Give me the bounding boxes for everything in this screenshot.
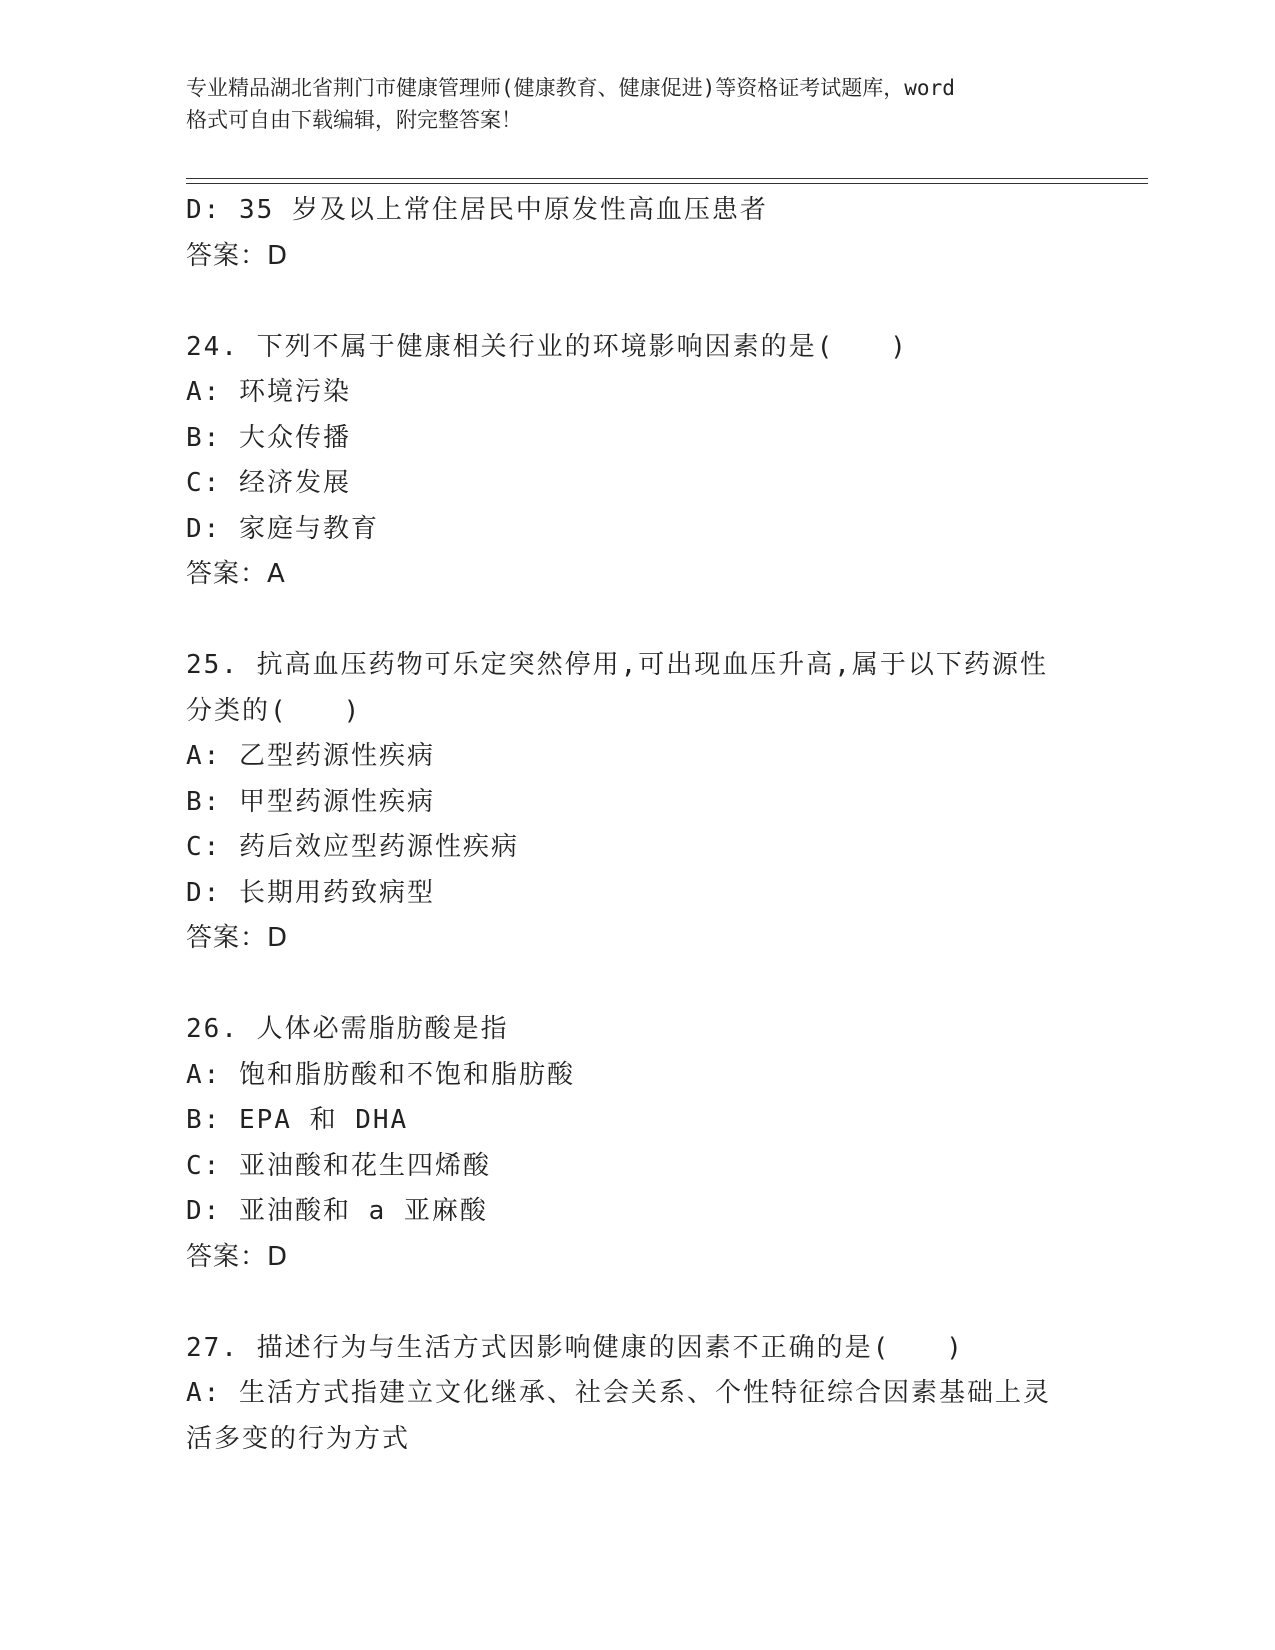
option-a-line-1: A: 生活方式指建立文化继承、社会关系、个性特征综合因素基础上灵 [186, 1378, 1051, 1408]
option-a: A: 饱和脂肪酸和不饱和脂肪酸 [186, 1059, 575, 1090]
question-25 [186, 643, 1086, 962]
question-24 [186, 325, 1086, 598]
option-d: D: 亚油酸和 a 亚麻酸 [186, 1196, 488, 1226]
question-content [186, 188, 1086, 1462]
header-line-2: 格式可自由下载编辑，附完整答案！ [186, 108, 522, 132]
question-27 [186, 1326, 1086, 1463]
question-stem-line-1: 25. 抗高血压药物可乐定突然停用,可出现血压升高,属于以下药源性 [186, 650, 1048, 680]
spacer [186, 1280, 1086, 1326]
spacer [186, 962, 1086, 1008]
question-stem: 24. 下列不属于健康相关行业的环境影响因素的是( ) [186, 331, 908, 362]
option-d: D: 35 岁及以上常住居民中原发性高血压患者 [186, 195, 768, 225]
option-a: A: 乙型药源性疾病 [186, 741, 435, 771]
option-b: B: EPA 和 DHA [186, 1105, 409, 1135]
option-a: A: 环境污染 [186, 377, 351, 407]
option-b: B: 大众传播 [186, 422, 351, 453]
header-rule-bottom [186, 183, 1148, 184]
question-stem-line-2: 分类的( ) [186, 695, 362, 726]
question-23-tail [186, 188, 1086, 279]
answer-text: 答案：A [186, 559, 286, 589]
option-c: C: 经济发展 [186, 468, 351, 498]
option-c: C: 药后效应型药源性疾病 [186, 832, 519, 862]
page-header [186, 72, 1086, 136]
spacer [186, 279, 1086, 325]
answer-text: 答案：D [186, 923, 289, 953]
question-stem: 26. 人体必需脂肪酸是指 [186, 1014, 509, 1044]
question-stem: 27. 描述行为与生活方式因影响健康的因素不正确的是( ) [186, 1332, 964, 1363]
spacer [186, 598, 1086, 644]
header-rule-top [186, 178, 1148, 179]
question-26 [186, 1007, 1086, 1280]
option-c: C: 亚油酸和花生四烯酸 [186, 1150, 491, 1181]
header-line-1: 专业精品湖北省荆门市健康管理师(健康教育、健康促进)等资格证考试题库，word [186, 76, 955, 100]
option-b: B: 甲型药源性疾病 [186, 786, 435, 817]
answer-text: 答案：D [186, 1241, 289, 1272]
option-d: D: 家庭与教育 [186, 513, 379, 544]
option-d: D: 长期用药致病型 [186, 877, 435, 908]
answer-text: 答案：D [186, 240, 289, 271]
option-a-line-2: 活多变的行为方式 [186, 1423, 411, 1454]
